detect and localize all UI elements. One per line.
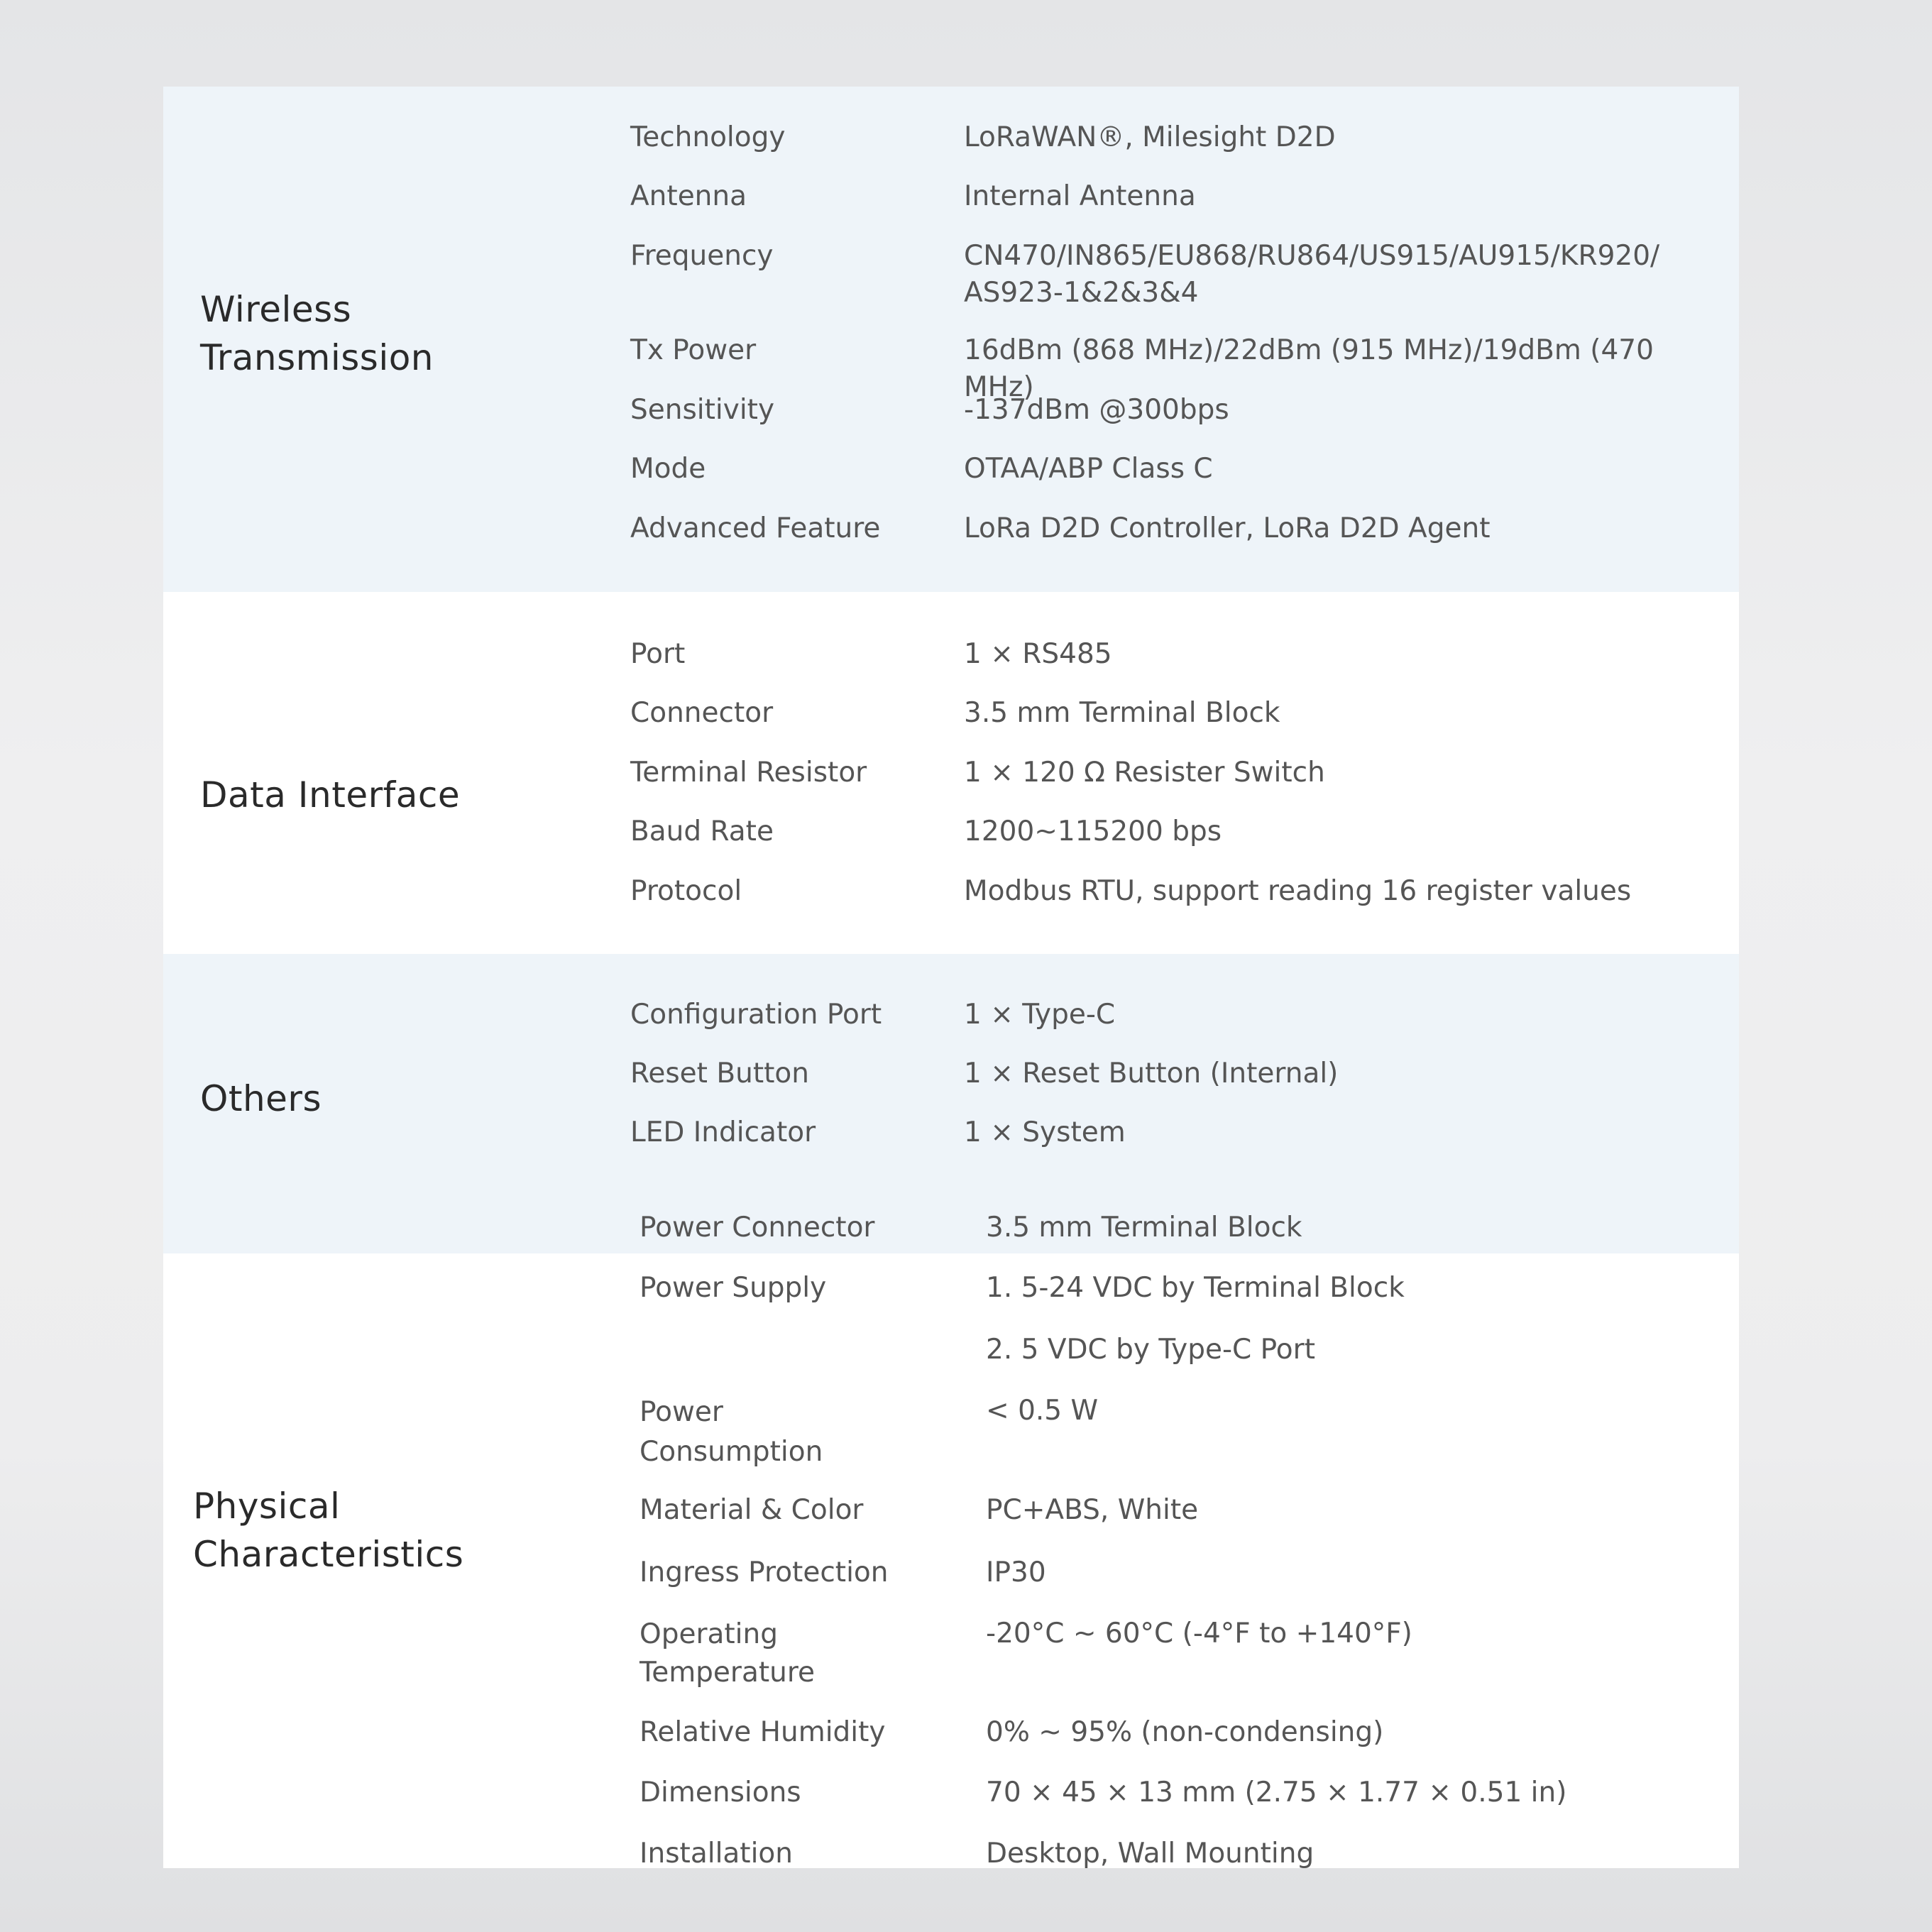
spec-value: CN470/IN865/EU868/RU864/US915/AU915/KR920/AS923-1&2&3&4 bbox=[964, 240, 1660, 309]
spec-value: Desktop, Wall Mounting bbox=[986, 1838, 1314, 1870]
spec-label: Mode bbox=[630, 453, 706, 485]
spec-value: OTAA/ABP Class C bbox=[964, 453, 1213, 485]
spec-label: Power Supply bbox=[640, 1272, 827, 1304]
spec-label: Antenna bbox=[630, 180, 747, 212]
spec-label: Port bbox=[630, 638, 686, 670]
spec-label: Baud Rate bbox=[630, 816, 774, 847]
spec-label: LED Indicator bbox=[630, 1116, 816, 1148]
section-title bbox=[193, 1482, 463, 1579]
spec-label: Installation bbox=[640, 1838, 794, 1870]
spec-value: LoRa D2D Controller, LoRa D2D Agent bbox=[964, 512, 1491, 544]
spec-value: 1 × System bbox=[964, 1116, 1126, 1148]
spec-label: Ingress Protection bbox=[640, 1557, 889, 1588]
spec-value: -137dBm @300bps bbox=[964, 394, 1229, 426]
section-title bbox=[200, 771, 460, 819]
spec-label: Technology bbox=[630, 121, 786, 153]
section-physical-characteristics bbox=[163, 1167, 1739, 1868]
spec-value: PC+ABS, White bbox=[986, 1494, 1199, 1526]
spec-label: Tx Power bbox=[630, 334, 757, 366]
spec-label: Frequency bbox=[630, 240, 774, 272]
spec-label: Terminal Resistor bbox=[630, 757, 867, 789]
spec-value: 3.5 mm Terminal Block bbox=[986, 1212, 1302, 1244]
spec-label: Power Connector bbox=[640, 1212, 875, 1244]
spec-value: 1. 5-24 VDC by Terminal Block bbox=[986, 1272, 1405, 1304]
spec-sheet bbox=[163, 87, 1739, 1868]
section-wireless-transmission bbox=[163, 87, 1739, 592]
spec-label: Reset Button bbox=[630, 1058, 809, 1090]
section-title-line: Wireless bbox=[200, 289, 352, 330]
spec-value: 1 × 120 Ω Resister Switch bbox=[964, 757, 1325, 789]
spec-label: Dimensions bbox=[640, 1777, 801, 1808]
spec-value: 2. 5 VDC by Type-C Port bbox=[986, 1334, 1315, 1366]
spec-value: 0% ~ 95% (non-condensing) bbox=[986, 1716, 1384, 1748]
spec-value: Modbus RTU, support reading 16 register values bbox=[964, 875, 1632, 907]
spec-value: IP30 bbox=[986, 1557, 1046, 1588]
spec-value: 1 × Type-C bbox=[964, 999, 1116, 1031]
spec-value: 16dBm (868 MHz)/22dBm (915 MHz)/19dBm (470 MHz) bbox=[964, 334, 1654, 403]
section-title-line: Data Interface bbox=[200, 774, 461, 816]
spec-label: Power Consumption bbox=[640, 1396, 823, 1468]
spec-value: 70 × 45 × 13 mm (2.75 × 1.77 × 0.51 in) bbox=[986, 1777, 1567, 1808]
spec-label: Advanced Feature bbox=[630, 512, 881, 544]
spec-value: -20°C ~ 60°C (-4°F to +140°F) bbox=[986, 1618, 1412, 1650]
section-title-line: Transmission bbox=[200, 337, 434, 378]
section-title bbox=[200, 1075, 322, 1123]
spec-value: 1 × Reset Button (Internal) bbox=[964, 1058, 1339, 1090]
spec-label: Relative Humidity bbox=[640, 1716, 886, 1748]
section-title-line: Characteristics bbox=[193, 1534, 464, 1575]
spec-value: LoRaWAN®, Milesight D2D bbox=[964, 121, 1336, 153]
spec-label: Sensitivity bbox=[630, 394, 775, 426]
spec-value: 1 × RS485 bbox=[964, 638, 1112, 670]
section-title-line: Physical bbox=[193, 1486, 341, 1527]
spec-label: Material & Color bbox=[640, 1494, 864, 1526]
spec-value: 3.5 mm Terminal Block bbox=[964, 697, 1280, 729]
spec-label: Operating Temperature bbox=[640, 1618, 816, 1689]
spec-label: Protocol bbox=[630, 875, 742, 907]
spec-value: Internal Antenna bbox=[964, 180, 1196, 212]
section-title-line: Others bbox=[200, 1078, 322, 1119]
spec-value: < 0.5 W bbox=[986, 1395, 1099, 1427]
spec-value: 1200~115200 bps bbox=[964, 816, 1222, 847]
spec-label: Connector bbox=[630, 697, 774, 729]
section-title bbox=[200, 285, 434, 382]
spec-label: Configuration Port bbox=[630, 999, 882, 1031]
